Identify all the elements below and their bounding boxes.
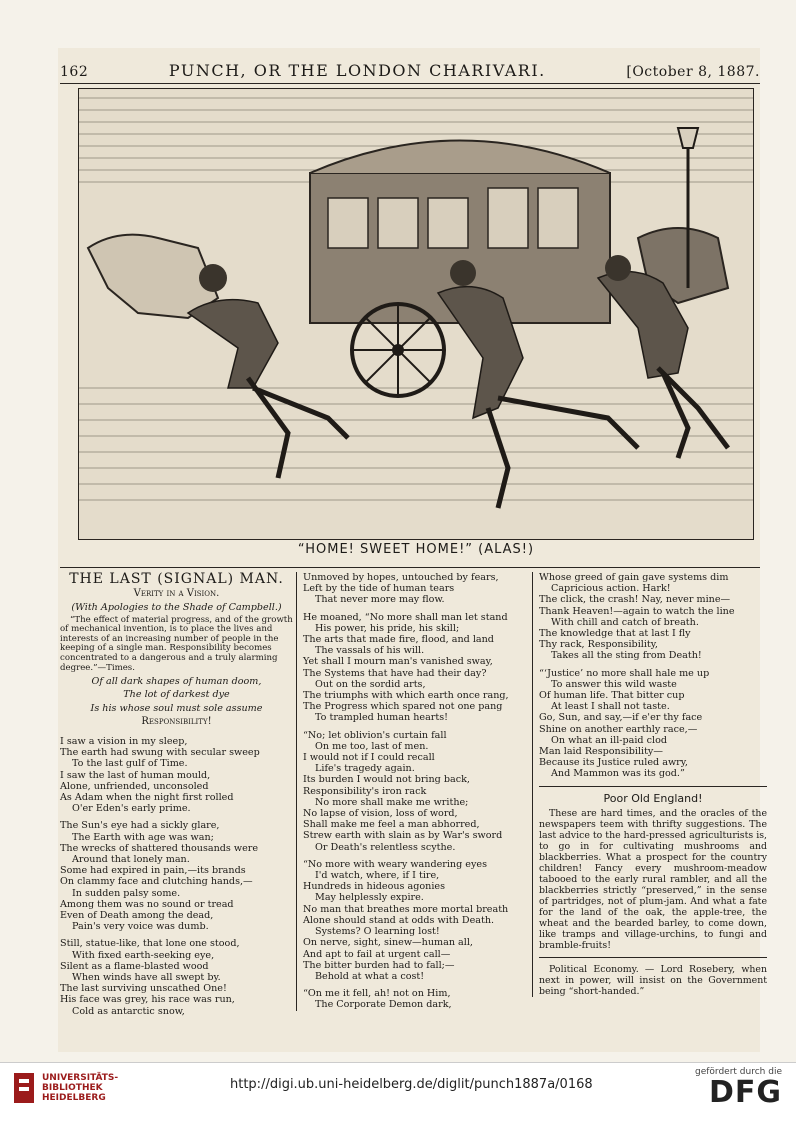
verse-line: I would not if I could recall: [303, 752, 435, 764]
verse-line: The click, the crash! Nay, never mine—: [539, 594, 731, 606]
verse-line: The arts that made fire, flood, and land: [303, 634, 494, 646]
verse-line: On what an ill-paid clod: [551, 734, 667, 746]
university-library-logo[interactable]: [12, 1071, 118, 1105]
verse-line: The Progress which spared not one pang: [303, 701, 503, 713]
verse-line: He moaned, “No more shall man let stand: [303, 611, 508, 623]
verse-line: As Adam when the night first rolled: [60, 792, 234, 803]
verse-line: Strew earth with slain as by War's sword: [303, 830, 503, 842]
verse-line: Is his whose soul must sole assume: [90, 702, 263, 714]
issue-date: [October 8, 1887.: [626, 64, 760, 80]
verse-line: The lot of darkest dye: [123, 689, 230, 701]
verse-line: Man laid Responsibility—: [539, 746, 663, 758]
verse-line: I saw the last of human mould,: [60, 769, 211, 781]
verse-line: Of all dark shapes of human doom,: [91, 676, 262, 688]
periodical-title: PUNCH, OR THE LONDON CHARIVARI.: [168, 61, 546, 80]
poem-stanzas-part2: [303, 572, 535, 1011]
verse-line: Systems? O learning lost!: [315, 926, 440, 938]
digital-library-footer: [0, 1062, 796, 1122]
verse-line: “No; let oblivion's curtain fall: [303, 729, 447, 741]
verse-line: Takes all the sting from Death!: [551, 650, 702, 662]
verse-line: No more shall make me writhe;: [315, 796, 469, 808]
verse-line: I'd watch, where, if I tire,: [315, 870, 440, 882]
verse-line: Behold at what a cost!: [315, 970, 425, 982]
verse-line: On clammy face and clutching hands,—: [60, 876, 253, 888]
verse-line: Out on the sordid arts,: [315, 678, 426, 690]
verse-line: May helplessly expire.: [315, 892, 424, 904]
verse-line: Capricious action. Hark!: [551, 583, 671, 595]
verse-line: In sudden palsy some.: [72, 887, 181, 899]
verse-line: Responsibility's iron rack: [303, 785, 427, 797]
verse-line: Even of Death among the dead,: [60, 910, 214, 922]
verse-line: With fixed earth-seeking eye,: [72, 949, 215, 961]
verse-line: The Systems that have had their day?: [303, 667, 487, 679]
dfg-logo[interactable]: DFG: [708, 1075, 782, 1110]
verse-line: Alone should stand at odds with Death.: [303, 914, 495, 926]
verse-line: The knowledge that at last I fly: [539, 628, 691, 640]
dfg-funding: [695, 1067, 782, 1109]
verse-line: Thank Heaven!—again to watch the line: [539, 605, 735, 617]
verse-line: That never more may flow.: [315, 594, 445, 606]
verse-line: Left by the tide of human tears: [303, 583, 455, 595]
verse-line: His face was grey, his race was run,: [60, 994, 235, 1006]
verse-line: “‘Justice’ no more shall hale me up: [539, 667, 710, 679]
political-economy-note: Political Economy. — Lord Rosebery, when next in power, will insist on the Government being “short-handed.”: [539, 963, 767, 997]
verse-line: Shine on another earthly race,—: [539, 723, 698, 735]
verse-line: “On me it fell, ah! not on Him,: [303, 988, 451, 1000]
column-1: [60, 572, 293, 1017]
page-number: 162: [60, 64, 89, 80]
verse-line: Cold as antarctic snow,: [72, 1005, 185, 1017]
poem-subtitle: Verity in a Vision.: [133, 588, 220, 600]
verse-line: Because its Justice ruled awry,: [539, 757, 688, 769]
verse-line: On nerve, sight, sinew—human all,: [303, 937, 473, 949]
column-2: [296, 572, 535, 1011]
verse-line: Unmoved by hopes, untouched by fears,: [303, 572, 499, 583]
verse-line: I saw a vision in my sleep,: [60, 735, 188, 747]
verse-line: The Earth with age was wan;: [72, 831, 214, 843]
verse-line: The last surviving unscathed One!: [60, 983, 227, 995]
verse-line: The wrecks of shattered thousands were: [60, 842, 259, 854]
verse-line: Among them was no sound or tread: [60, 898, 234, 910]
cartoon-illustration: [78, 88, 754, 540]
illustration-caption: “HOME! SWEET HOME!” (ALAS!): [297, 542, 535, 557]
verse-line: No lapse of vision, loss of word,: [303, 808, 458, 820]
poem-stanzas-part3: [539, 572, 767, 780]
verse-line: Thy rack, Responsibility,: [539, 639, 658, 651]
verse-line: At least I shall not taste.: [551, 701, 670, 713]
section-prose: These are hard times, and the oracles of the newspapers teem with thrifty suggestions. The last advice to the hard-pressed agriculturists is, to go in for cultivating mushrooms and blackberries. What a prospect for the country children! Fancy every mushroom-meadow tabooed to the early rural rambler, and all the blackberries strictly “preserved,” in the sense of partridges, not of plum-jam. And what a fate for the land of the oak, the apple-tree, the wheat and the bearded barley, to come down, like tramps and village-urchins, to fungi and bramble-fruits!: [539, 807, 767, 951]
verse-line: With chill and catch of breath.: [551, 616, 699, 628]
verse-line: Whose greed of gain gave systems dim: [539, 572, 729, 583]
verse-line: To answer this wild waste: [551, 678, 677, 690]
section-title: Poor Old England!: [603, 791, 703, 805]
verse-line: Yet shall I mourn man's vanished sway,: [303, 656, 493, 668]
verse-line: On me too, last of men.: [315, 740, 429, 752]
verse-line: Of human life. That bitter cup: [539, 690, 685, 702]
verse-line: Or Death's relentless scythe.: [315, 841, 456, 853]
verse-line: Responsibility!: [141, 715, 212, 727]
verse-line: O'er Eden's early prime.: [72, 803, 191, 815]
verse-line: The earth had swung with secular sweep: [60, 747, 260, 759]
text-columns: [60, 567, 767, 1030]
verse-line: The Sun's eye had a sickly glare,: [60, 820, 220, 832]
verse-line: Still, statue-like, that lone one stood,: [60, 938, 240, 950]
verse-line: Around that lonely man.: [72, 854, 190, 866]
poem-title: THE LAST (SIGNAL) MAN.: [69, 571, 284, 587]
verse-line: Some had expired in pain,—its brands: [60, 865, 246, 877]
verse-line: The vassals of his will.: [315, 645, 425, 657]
verse-line: The bitter burden had to fall;—: [303, 959, 455, 971]
verse-line: To trampled human hearts!: [315, 712, 449, 724]
section-divider: [539, 786, 767, 787]
permalink-url[interactable]: http://digi.ub.uni-heidelberg.de/diglit/punch1887a/0168: [230, 1077, 593, 1092]
column-3: [532, 572, 767, 997]
verse-line: Go, Sun, and say,—if e'er thy face: [539, 712, 703, 724]
verse-line: The Corporate Demon dark,: [315, 999, 452, 1011]
library-emblem-icon: [12, 1071, 36, 1105]
verse-line: Alone, unfriended, unconsoled: [60, 780, 209, 792]
verse-line: When winds have all swept by.: [72, 972, 221, 984]
verse-line: His power, his pride, his skill;: [315, 622, 460, 634]
poem-epigraph: “The effect of material progress, and of the growth of mechanical invention, is to place the lives and interests of an increasing number of people in the keeping of a single man. Responsibility becomes concentrated to a dangerous and a truly alarming degree.”—Times.: [60, 614, 293, 673]
verse-line: To the last gulf of Time.: [72, 758, 188, 770]
verse-line: Pain's very voice was dumb.: [72, 921, 209, 933]
verse-line: Hundreds in hideous agonies: [303, 881, 446, 893]
library-name: UNIVERSITÄTS- BIBLIOTHEK HEIDELBERG: [42, 1073, 119, 1103]
section-divider: [539, 957, 767, 958]
verse-line: The triumphs with which earth once rang,: [303, 690, 509, 702]
verse-line: Life's tragedy again.: [315, 763, 415, 775]
verse-line: Silent as a flame-blasted wood: [60, 960, 209, 972]
funded-by-label: gefördert durch die: [695, 1067, 782, 1077]
verse-line: And apt to fail at urgent call—: [303, 948, 451, 960]
verse-line: No man that breathes more mortal breath: [303, 903, 509, 915]
verse-line: Its burden I would not bring back,: [303, 774, 470, 786]
poem-stanzas-part1: [60, 676, 293, 1017]
verse-line: Shall make me feel a man abhorred,: [303, 819, 480, 831]
verse-line: And Mammon was its god.”: [551, 768, 685, 780]
running-header: [60, 56, 760, 84]
verse-line: “No more with weary wandering eyes: [303, 858, 487, 870]
poem-apology: (With Apologies to the Shade of Campbell.): [71, 602, 282, 614]
